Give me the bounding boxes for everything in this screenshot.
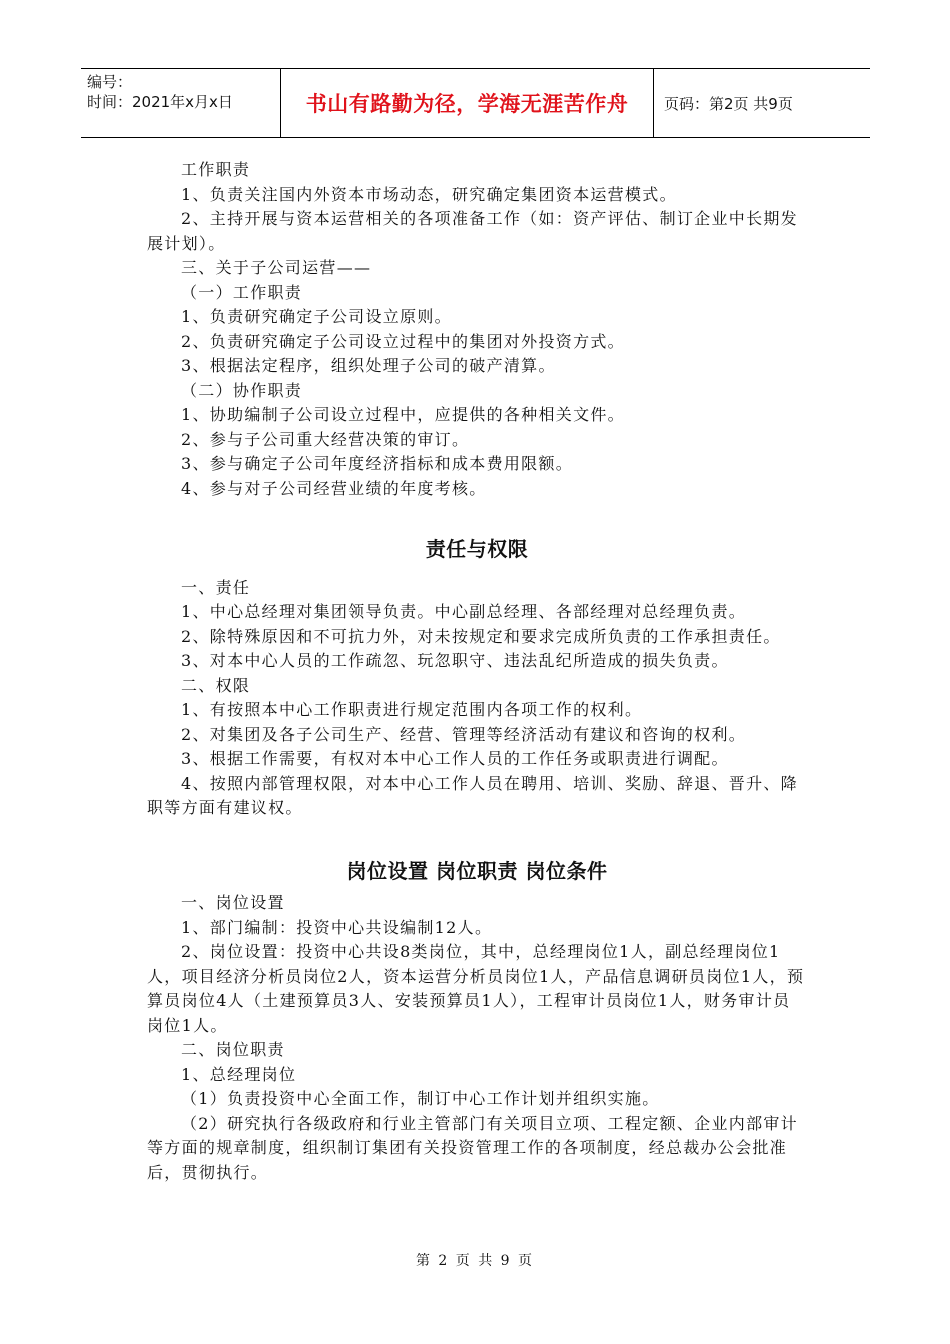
paragraph: 3、对本中心人员的工作疏忽、玩忽职守、违法乱纪所造成的损失负责。 — [181, 651, 729, 670]
document-body — [147, 158, 807, 1185]
paragraph: 1、协助编制子公司设立过程中，应提供的各种相关文件。 — [181, 405, 625, 424]
paragraph: 4、按照内部管理权限，对本中心工作人员在聘用、培训、奖励、辞退、晋升、降职等方面有建议权。 — [147, 773, 798, 817]
paragraph: 二、权限 — [181, 675, 251, 695]
paragraph: 3、参与确定子公司年度经济指标和成本费用限额。 — [181, 454, 574, 473]
paragraph: 1、部门编制：投资中心共设编制12人。 — [181, 917, 493, 937]
paragraph: 1、负责研究确定子公司设立原则。 — [181, 307, 452, 326]
header-meta — [81, 69, 281, 137]
paragraph: （二）协作职责 — [181, 380, 303, 400]
paragraph: 三、关于子公司运营—— — [181, 258, 372, 277]
page-header — [81, 68, 870, 138]
paragraph: 一、岗位设置 — [181, 893, 285, 912]
paragraph: 一、责任 — [181, 577, 251, 597]
paragraph: 3、根据法定程序，组织处理子公司的破产清算。 — [181, 356, 556, 375]
paragraph: 4、参与对子公司经营业绩的年度考核。 — [181, 478, 487, 498]
paragraph: 工作职责 — [181, 160, 251, 179]
paragraph: 二、岗位职责 — [181, 1040, 285, 1059]
paragraph: 2、岗位设置：投资中心共设8类岗位，其中，总经理岗位1人，副总经理岗位1人，项目经济分析员岗位2人，资本运营分析员岗位1人，产品信息调研员岗位1人，预算员岗位4人（土建预算员3人、安装预算员1人），工程审计员岗位1人，财务审计员岗位1人。 — [147, 942, 805, 1035]
paragraph: 1、中心总经理对集团领导负责。中心副总经理、各部经理对总经理负责。 — [181, 602, 747, 621]
section-heading: 岗位设置 岗位职责 岗位条件 — [346, 858, 608, 883]
paragraph: （1）负责投资中心全面工作，制订中心工作计划并组织实施。 — [181, 1089, 660, 1108]
document-number-label: 编号： — [87, 73, 133, 91]
paragraph: （一）工作职责 — [181, 282, 303, 302]
paragraph: 2、除特殊原因和不可抗力外，对未按规定和要求完成所负责的工作承担责任。 — [181, 626, 781, 646]
paragraph: 1、负责关注国内外资本市场动态，研究确定集团资本运营模式。 — [181, 184, 677, 204]
header-motto: 书山有路勤为径，学海无涯苦作舟 — [281, 69, 654, 137]
paragraph: 2、参与子公司重大经营决策的审订。 — [181, 429, 470, 449]
paragraph: 3、根据工作需要，有权对本中心工作人员的工作任务或职责进行调配。 — [181, 749, 729, 768]
paragraph: （2）研究执行各级政府和行业主管部门有关项目立项、工程定额、企业内部审计等方面的规章制度，组织制订集团有关投资管理工作的各项制度，经总裁办公会批准后，贯彻执行。 — [147, 1113, 798, 1182]
header-page-indicator: 页码：第2页 共9页 — [664, 94, 793, 113]
paragraph: 2、主持开展与资本运营相关的各项准备工作（如：资产评估、制订企业中长期发展计划）。 — [147, 209, 798, 253]
paragraph: 1、有按照本中心工作职责进行规定范围内各项工作的权利。 — [181, 700, 643, 719]
page-footer: 第 2 页 共 9 页 — [415, 1253, 535, 1269]
paragraph: 2、对集团及各子公司生产、经营、管理等经济活动有建议和咨询的权利。 — [181, 724, 747, 744]
document-date-label: 时间：2021年x月x日 — [87, 93, 233, 111]
section-heading: 责任与权限 — [425, 537, 529, 561]
paragraph: 2、负责研究确定子公司设立过程中的集团对外投资方式。 — [181, 331, 625, 351]
paragraph: 1、总经理岗位 — [181, 1064, 297, 1084]
